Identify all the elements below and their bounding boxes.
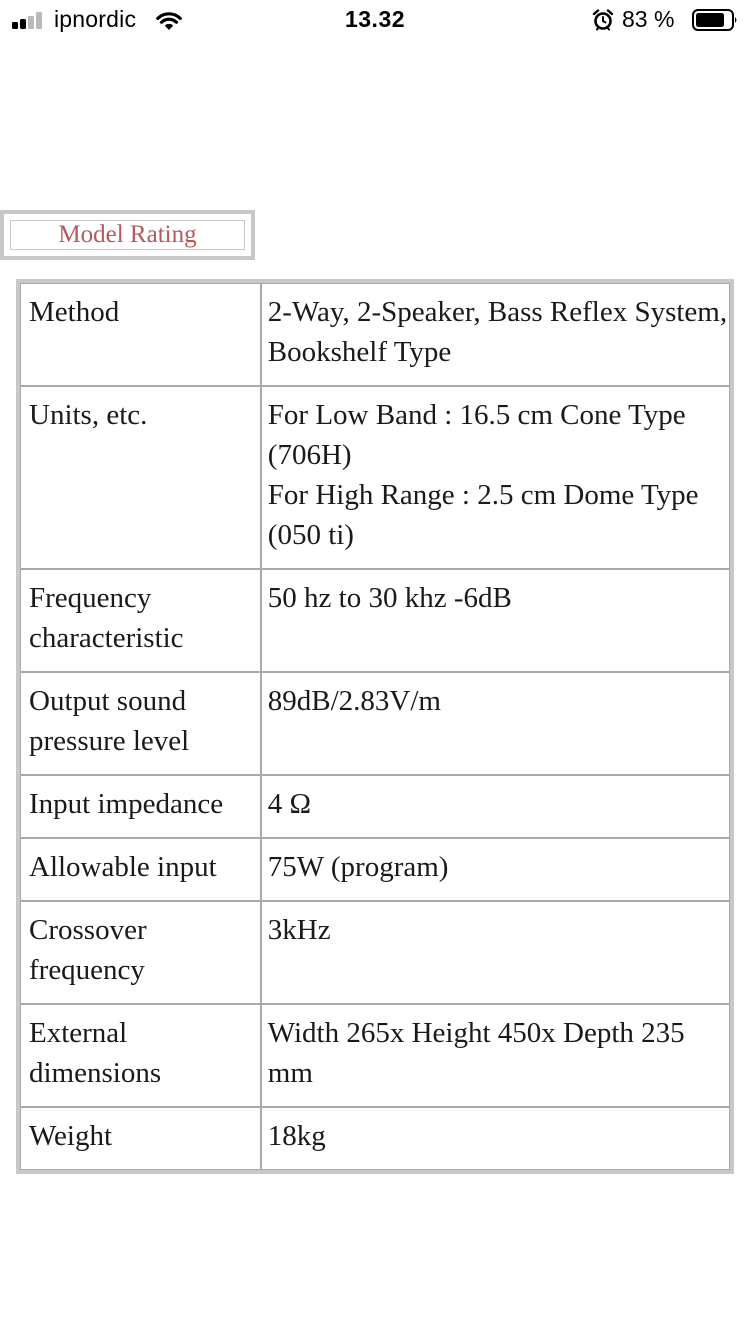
table-row xyxy=(20,569,730,672)
table-row xyxy=(20,1004,730,1107)
spec-value-line: 3kHz xyxy=(267,914,331,946)
spec-label: Frequency characteristic xyxy=(20,569,261,672)
spec-value-line: 50 hz to 30 khz -6dB xyxy=(267,582,512,614)
table-row xyxy=(20,386,730,569)
table-row xyxy=(20,901,730,1004)
spec-label: Input impedance xyxy=(20,775,261,838)
spec-value-line: 2-Way, 2-Speaker, Bass Reflex System, Bookshelf Type xyxy=(267,296,728,368)
status-bar xyxy=(0,0,750,40)
spec-value xyxy=(261,1004,730,1107)
spec-value-line: Width 265x Height 450x Depth 235 mm xyxy=(267,1017,685,1089)
spec-value xyxy=(261,283,730,386)
table-row xyxy=(20,838,730,901)
spec-value-line: 89dB/2.83V/m xyxy=(267,685,441,717)
table-row xyxy=(20,1107,730,1170)
spec-label: Units, etc. xyxy=(20,386,261,569)
spec-label: Crossover frequency xyxy=(20,901,261,1004)
spec-value xyxy=(261,838,730,901)
carrier-name: ipnordic xyxy=(54,6,137,32)
spec-label: Allowable input xyxy=(20,838,261,901)
spec-value-line: For Low Band : 16.5 cm Cone Type (706H) xyxy=(267,399,686,471)
spec-table-body xyxy=(20,283,730,1170)
battery-percent: 83 % xyxy=(622,6,675,32)
alarm-icon xyxy=(592,9,614,31)
spec-value-line: 75W (program) xyxy=(267,851,449,883)
spec-value-line: For High Range : 2.5 cm Dome Type (050 ti) xyxy=(267,479,699,551)
spec-label: Output sound pressure level xyxy=(20,672,261,775)
spec-label: Weight xyxy=(20,1107,261,1170)
spec-table xyxy=(16,279,734,1174)
spec-value xyxy=(261,386,730,569)
spec-value xyxy=(261,1107,730,1170)
table-row xyxy=(20,672,730,775)
status-time: 13.32 xyxy=(344,6,406,32)
spec-value xyxy=(261,672,730,775)
table-row xyxy=(20,283,730,386)
spec-value xyxy=(261,901,730,1004)
spec-value xyxy=(261,775,730,838)
section-title: Model Rating xyxy=(10,220,245,250)
spec-value xyxy=(261,569,730,672)
section-heading-box xyxy=(0,210,255,260)
spec-value-line: 18kg xyxy=(267,1120,326,1152)
spec-value-line: 4 Ω xyxy=(267,788,312,820)
spec-label: External dimensions xyxy=(20,1004,261,1107)
battery-icon xyxy=(692,9,738,31)
table-row xyxy=(20,775,730,838)
spec-label: Method xyxy=(20,283,261,386)
